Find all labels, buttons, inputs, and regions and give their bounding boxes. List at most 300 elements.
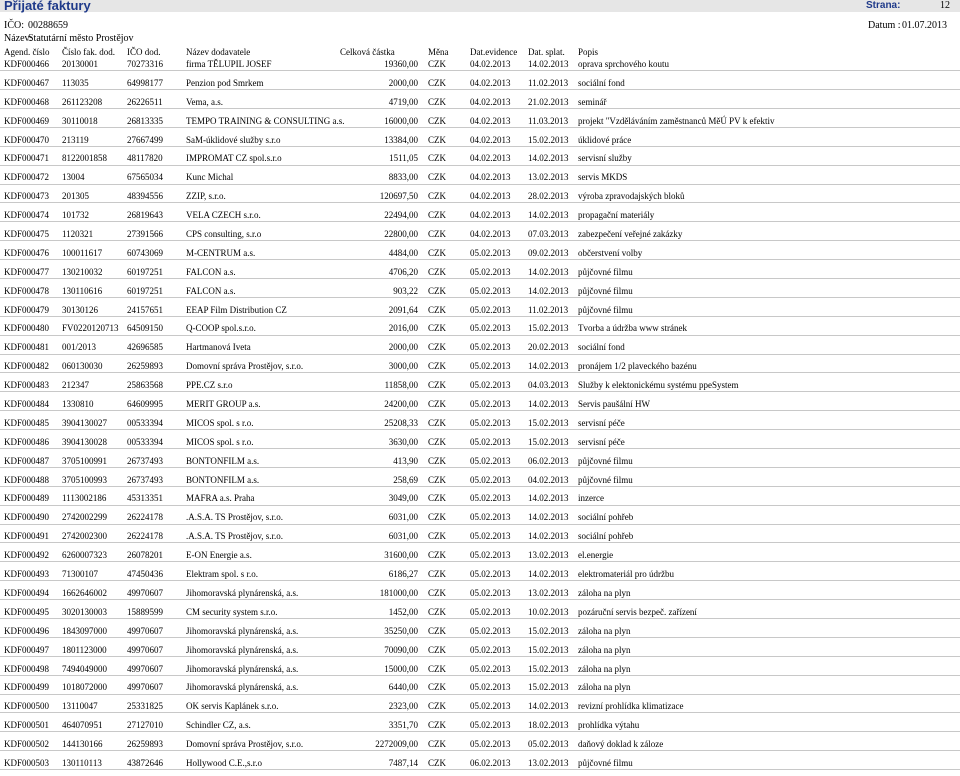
cell-total-amount: 3630,00 <box>388 436 418 447</box>
table-row <box>0 304 960 323</box>
cell-currency: CZK <box>428 569 446 580</box>
report-header-bar <box>0 0 960 12</box>
cell-date-recorded: 05.02.2013 <box>470 531 511 542</box>
table-row <box>0 115 960 134</box>
cell-description: prohlídka výtahu <box>578 720 640 731</box>
cell-due-date: 28.02.2013 <box>528 191 569 202</box>
cell-supplier-ico: 26819643 <box>127 210 163 221</box>
cell-agenda-number: KDF000476 <box>4 247 50 258</box>
cell-date-recorded: 04.02.2013 <box>470 96 511 107</box>
cell-date-recorded: 05.02.2013 <box>470 512 511 523</box>
cell-date-recorded: 04.02.2013 <box>470 77 511 88</box>
cell-date-recorded: 05.02.2013 <box>470 550 511 561</box>
cell-agenda-number: KDF000479 <box>4 304 50 315</box>
cell-invoice-number: 261123208 <box>62 96 103 107</box>
cell-due-date: 04.03.2013 <box>528 380 569 391</box>
cell-total-amount: 2323,00 <box>388 701 418 712</box>
cell-description: servisní péče <box>578 417 625 428</box>
cell-date-recorded: 05.02.2013 <box>470 380 511 391</box>
cell-currency: CZK <box>428 285 446 296</box>
cell-description: revizní prohlídka klimatizace <box>578 701 684 712</box>
cell-date-recorded: 04.02.2013 <box>470 210 511 221</box>
cell-due-date: 14.02.2013 <box>528 399 569 410</box>
cell-supplier-ico: 25863568 <box>127 380 163 391</box>
cell-due-date: 15.02.2013 <box>528 644 569 655</box>
cell-supplier-name: SaM-úklidové služby s.r.o <box>186 134 281 145</box>
table-row <box>0 285 960 304</box>
cell-invoice-number: 060130030 <box>62 361 103 372</box>
cell-supplier-name: PPE.CZ s.r.o <box>186 380 233 391</box>
cell-total-amount: 2000,00 <box>388 77 418 88</box>
cell-due-date: 06.02.2013 <box>528 455 569 466</box>
cell-currency: CZK <box>428 266 446 277</box>
cell-total-amount: 3000,00 <box>388 361 418 372</box>
cell-invoice-number: 130210032 <box>62 266 103 277</box>
cell-description: výroba zpravodajských bloků <box>578 191 685 202</box>
cell-agenda-number: KDF000490 <box>4 512 50 523</box>
cell-agenda-number: KDF000478 <box>4 285 50 296</box>
cell-currency: CZK <box>428 587 446 598</box>
cell-description: servisní péče <box>578 436 625 447</box>
cell-description: pozáruční servis bezpeč. zařízení <box>578 606 697 617</box>
cell-supplier-ico: 49970607 <box>127 625 163 636</box>
cell-agenda-number: KDF000487 <box>4 455 50 466</box>
cell-total-amount: 6031,00 <box>388 512 418 523</box>
cell-supplier-name: TEMPO TRAINING & CONSULTING a.s. <box>186 115 345 126</box>
table-row <box>0 152 960 171</box>
cell-supplier-ico: 64998177 <box>127 77 163 88</box>
cell-description: servis MKDS <box>578 172 628 183</box>
cell-due-date: 07.03.2013 <box>528 229 569 240</box>
cell-agenda-number: KDF000486 <box>4 436 50 447</box>
cell-due-date: 14.02.2013 <box>528 59 569 69</box>
cell-total-amount: 4706,20 <box>388 266 418 277</box>
cell-total-amount: 22494,00 <box>384 210 418 221</box>
table-row <box>0 738 960 757</box>
column-header-date-recorded: Dat.evidence <box>470 47 518 57</box>
invoice-table <box>0 58 960 776</box>
cell-agenda-number: KDF000492 <box>4 550 50 561</box>
cell-description: inzerce <box>578 493 604 504</box>
cell-supplier-name: Domovní správa Prostějov, s.r.o. <box>186 739 304 750</box>
cell-description: Tvorba a údržba www stránek <box>578 323 687 334</box>
cell-currency: CZK <box>428 323 446 334</box>
cell-supplier-name: Jihomoravská plynárenská, a.s. <box>186 663 299 674</box>
cell-date-recorded: 05.02.2013 <box>470 625 511 636</box>
cell-supplier-ico: 48117820 <box>127 153 163 164</box>
cell-supplier-ico: 27391566 <box>127 229 163 240</box>
cell-total-amount: 6440,00 <box>388 682 418 693</box>
cell-date-recorded: 04.02.2013 <box>470 115 511 126</box>
cell-currency: CZK <box>428 380 446 391</box>
cell-due-date: 14.02.2013 <box>528 266 569 277</box>
cell-total-amount: 120697,50 <box>379 191 418 202</box>
cell-due-date: 14.02.2013 <box>528 285 569 296</box>
cell-currency: CZK <box>428 399 446 410</box>
column-header-description: Popis <box>578 47 599 57</box>
cell-currency: CZK <box>428 134 446 145</box>
cell-supplier-ico: 25331825 <box>127 701 163 712</box>
cell-total-amount: 25208,33 <box>384 417 418 428</box>
cell-supplier-name: Jihomoravská plynárenská, a.s. <box>186 682 299 693</box>
cell-total-amount: 4719,00 <box>388 96 418 107</box>
cell-agenda-number: KDF000499 <box>4 682 50 693</box>
cell-date-recorded: 05.02.2013 <box>470 663 511 674</box>
cell-agenda-number: KDF000472 <box>4 172 50 183</box>
cell-supplier-ico: 45313351 <box>127 493 163 504</box>
cell-supplier-name: OK servis Kaplánek s.r.o. <box>186 701 279 712</box>
cell-supplier-ico: 00533394 <box>127 436 163 447</box>
table-row <box>0 644 960 663</box>
cell-due-date: 13.02.2013 <box>528 172 569 183</box>
cell-date-recorded: 04.02.2013 <box>470 59 511 69</box>
cell-currency: CZK <box>428 474 446 485</box>
cell-supplier-ico: 26078201 <box>127 550 163 561</box>
cell-total-amount: 35250,00 <box>384 625 418 636</box>
cell-agenda-number: KDF000482 <box>4 361 50 372</box>
cell-date-recorded: 05.02.2013 <box>470 361 511 372</box>
cell-currency: CZK <box>428 229 446 240</box>
cell-supplier-ico: 26737493 <box>127 455 163 466</box>
cell-agenda-number: KDF000470 <box>4 134 50 145</box>
table-row <box>0 625 960 644</box>
cell-agenda-number: KDF000467 <box>4 77 50 88</box>
cell-date-recorded: 05.02.2013 <box>470 474 511 485</box>
cell-date-recorded: 05.02.2013 <box>470 455 511 466</box>
cell-supplier-name: VELA CZECH s.r.o. <box>186 210 261 221</box>
cell-invoice-number: 101732 <box>62 210 89 221</box>
table-row <box>0 455 960 474</box>
cell-currency: CZK <box>428 153 446 164</box>
cell-supplier-ico: 26226511 <box>127 96 163 107</box>
column-header-invoice-number: Číslo fak. dod. <box>62 47 115 57</box>
cell-date-recorded: 05.02.2013 <box>470 587 511 598</box>
cell-invoice-number: 113035 <box>62 77 89 88</box>
cell-total-amount: 1452,00 <box>388 606 418 617</box>
cell-supplier-ico: 64509150 <box>127 323 163 334</box>
cell-due-date: 13.02.2013 <box>528 587 569 598</box>
cell-description: servisní služby <box>578 153 632 164</box>
cell-description: propagační materiály <box>578 210 655 221</box>
cell-total-amount: 7487,14 <box>388 757 418 768</box>
page-number: 12 <box>940 0 950 11</box>
cell-invoice-number: 2742002299 <box>62 512 107 523</box>
cell-agenda-number: KDF000473 <box>4 191 50 202</box>
cell-invoice-number: 30110018 <box>62 115 98 126</box>
cell-date-recorded: 04.02.2013 <box>470 191 511 202</box>
cell-total-amount: 16000,00 <box>384 115 418 126</box>
column-header-agenda: Agend. číslo <box>4 47 50 57</box>
table-row <box>0 134 960 153</box>
cell-supplier-name: Hollywood C.E.,s.r.o <box>186 757 263 768</box>
cell-invoice-number: 201305 <box>62 191 89 202</box>
cell-date-recorded: 05.02.2013 <box>470 569 511 580</box>
cell-invoice-number: 3904130028 <box>62 436 107 447</box>
table-row <box>0 700 960 719</box>
table-row <box>0 530 960 549</box>
cell-agenda-number: KDF000495 <box>4 606 50 617</box>
cell-agenda-number: KDF000481 <box>4 342 50 353</box>
cell-due-date: 15.02.2013 <box>528 323 569 334</box>
cell-supplier-ico: 00533394 <box>127 417 163 428</box>
report-title: Přijaté faktury <box>4 0 91 13</box>
table-row <box>0 209 960 228</box>
cell-total-amount: 903,22 <box>393 285 418 296</box>
cell-supplier-ico: 48394556 <box>127 191 163 202</box>
cell-currency: CZK <box>428 757 446 768</box>
cell-supplier-ico: 70273316 <box>127 59 163 69</box>
nazev-label: Název: <box>4 33 33 44</box>
cell-description: záloha na plyn <box>578 682 631 693</box>
cell-currency: CZK <box>428 550 446 561</box>
table-row <box>0 322 960 341</box>
cell-supplier-name: CPS consulting, s.r.o <box>186 229 262 240</box>
ico-value: 00288659 <box>28 20 68 31</box>
cell-description: záloha na plyn <box>578 587 631 598</box>
cell-supplier-ico: 27667499 <box>127 134 163 145</box>
table-row <box>0 341 960 360</box>
cell-currency: CZK <box>428 77 446 88</box>
cell-description: půjčovné filmu <box>578 474 633 485</box>
cell-invoice-number: 1330810 <box>62 399 94 410</box>
cell-supplier-name: Penzion pod Smrkem <box>186 77 264 88</box>
cell-currency: CZK <box>428 701 446 712</box>
cell-invoice-number: 3705100991 <box>62 455 107 466</box>
cell-currency: CZK <box>428 663 446 674</box>
cell-supplier-name: FALCON a.s. <box>186 266 236 277</box>
cell-due-date: 20.02.2013 <box>528 342 569 353</box>
cell-supplier-name: Domovní správa Prostějov, s.r.o. <box>186 361 304 372</box>
column-header-total-amount: Celková částka <box>340 47 395 57</box>
cell-invoice-number: 71300107 <box>62 569 98 580</box>
cell-invoice-number: 3904130027 <box>62 417 107 428</box>
cell-due-date: 05.02.2013 <box>528 739 569 750</box>
cell-total-amount: 8833,00 <box>388 172 418 183</box>
cell-supplier-ico: 43872646 <box>127 757 163 768</box>
cell-supplier-name: E-ON Energie a.s. <box>186 550 252 561</box>
cell-agenda-number: KDF000475 <box>4 229 50 240</box>
cell-currency: CZK <box>428 682 446 693</box>
cell-total-amount: 24200,00 <box>384 399 418 410</box>
cell-currency: CZK <box>428 493 446 504</box>
cell-date-recorded: 05.02.2013 <box>470 739 511 750</box>
cell-due-date: 15.02.2013 <box>528 417 569 428</box>
cell-agenda-number: KDF000489 <box>4 493 50 504</box>
cell-supplier-name: Jihomoravská plynárenská, a.s. <box>186 644 299 655</box>
cell-description: půjčovné filmu <box>578 304 633 315</box>
cell-date-recorded: 04.02.2013 <box>470 134 511 145</box>
cell-currency: CZK <box>428 191 446 202</box>
cell-due-date: 11.03.2013 <box>528 115 569 126</box>
cell-supplier-name: BONTONFILM a.s. <box>186 474 260 485</box>
table-row <box>0 436 960 455</box>
cell-currency: CZK <box>428 115 446 126</box>
cell-due-date: 15.02.2013 <box>528 682 569 693</box>
cell-date-recorded: 05.02.2013 <box>470 417 511 428</box>
column-header-due-date: Dat. splat. <box>528 47 565 57</box>
table-row <box>0 96 960 115</box>
cell-due-date: 14.02.2013 <box>528 531 569 542</box>
cell-currency: CZK <box>428 247 446 258</box>
table-row <box>0 606 960 625</box>
cell-supplier-name: FALCON a.s. <box>186 285 236 296</box>
cell-date-recorded: 04.02.2013 <box>470 153 511 164</box>
cell-currency: CZK <box>428 361 446 372</box>
table-row <box>0 379 960 398</box>
datum-value: 01.07.2013 <box>902 20 947 31</box>
cell-description: občerstvení volby <box>578 247 643 258</box>
cell-invoice-number: 212347 <box>62 380 89 391</box>
cell-description: záloha na plyn <box>578 663 631 674</box>
cell-due-date: 11.02.2013 <box>528 304 569 315</box>
cell-total-amount: 6186,27 <box>388 569 418 580</box>
cell-due-date: 10.02.2013 <box>528 606 569 617</box>
cell-supplier-name: MERIT GROUP a.s. <box>186 399 261 410</box>
table-row <box>0 663 960 682</box>
cell-currency: CZK <box>428 531 446 542</box>
cell-invoice-number: 20130001 <box>62 59 98 69</box>
cell-date-recorded: 06.02.2013 <box>470 757 511 768</box>
cell-total-amount: 2016,00 <box>388 323 418 334</box>
cell-invoice-number: 13004 <box>62 172 85 183</box>
cell-invoice-number: 1801123000 <box>62 644 107 655</box>
cell-supplier-name: BONTONFILM a.s. <box>186 455 260 466</box>
table-row <box>0 549 960 568</box>
cell-date-recorded: 04.02.2013 <box>470 172 511 183</box>
cell-agenda-number: KDF000480 <box>4 323 50 334</box>
cell-date-recorded: 05.02.2013 <box>470 399 511 410</box>
cell-date-recorded: 05.02.2013 <box>470 701 511 712</box>
cell-invoice-number: 1843097000 <box>62 625 107 636</box>
table-row <box>0 681 960 700</box>
table-row <box>0 247 960 266</box>
cell-supplier-name: Kunc Michal <box>186 172 234 183</box>
cell-agenda-number: KDF000484 <box>4 399 50 410</box>
cell-total-amount: 2000,00 <box>388 342 418 353</box>
cell-supplier-name: .A.S.A. TS Prostějov, s.r.o. <box>186 531 284 542</box>
nazev-value: Statutární město Prostějov <box>28 33 134 44</box>
cell-supplier-name: Elektram spol. s r.o. <box>186 569 258 580</box>
cell-supplier-name: IMPROMAT CZ spol.s.r.o <box>186 153 282 164</box>
cell-due-date: 14.02.2013 <box>528 153 569 164</box>
cell-supplier-ico: 26737493 <box>127 474 163 485</box>
cell-date-recorded: 05.02.2013 <box>470 682 511 693</box>
cell-date-recorded: 05.02.2013 <box>470 247 511 258</box>
cell-invoice-number: 1113002186 <box>62 493 107 504</box>
cell-agenda-number: KDF000498 <box>4 663 50 674</box>
cell-total-amount: 2091,64 <box>388 304 418 315</box>
cell-currency: CZK <box>428 172 446 183</box>
cell-currency: CZK <box>428 417 446 428</box>
cell-date-recorded: 05.02.2013 <box>470 436 511 447</box>
cell-total-amount: 6031,00 <box>388 531 418 542</box>
cell-invoice-number: 13110047 <box>62 701 98 712</box>
cell-due-date: 14.02.2013 <box>528 512 569 523</box>
table-row <box>0 587 960 606</box>
cell-total-amount: 2272009,00 <box>375 739 418 750</box>
cell-date-recorded: 05.02.2013 <box>470 304 511 315</box>
cell-invoice-number: 130110616 <box>62 285 103 296</box>
column-header-supplier-ico: IČO dod. <box>127 47 161 57</box>
cell-supplier-ico: 49970607 <box>127 682 163 693</box>
cell-supplier-name: Jihomoravská plynárenská, a.s. <box>186 625 299 636</box>
cell-supplier-name: CM security system s.r.o. <box>186 606 278 617</box>
cell-currency: CZK <box>428 59 446 69</box>
cell-supplier-ico: 60197251 <box>127 266 163 277</box>
cell-supplier-ico: 26259893 <box>127 739 163 750</box>
cell-invoice-number: 6260007323 <box>62 550 107 561</box>
cell-invoice-number: FV0220120713 <box>62 323 119 334</box>
cell-supplier-name: M-CENTRUM a.s. <box>186 247 256 258</box>
cell-supplier-name: Q-COOP spol.s.r.o. <box>186 323 256 334</box>
cell-supplier-name: firma TĚLUPIL JOSEF <box>186 59 272 69</box>
cell-supplier-name: MICOS spol. s r.o. <box>186 436 254 447</box>
cell-description: daňový doklad k záloze <box>578 739 664 750</box>
cell-agenda-number: KDF000491 <box>4 531 50 542</box>
cell-invoice-number: 213119 <box>62 134 89 145</box>
cell-description: Služby k elektonickému systému ppeSystem <box>578 380 739 391</box>
cell-invoice-number: 464070951 <box>62 720 103 731</box>
cell-total-amount: 70090,00 <box>384 644 418 655</box>
cell-supplier-ico: 26813335 <box>127 115 163 126</box>
cell-date-recorded: 05.02.2013 <box>470 493 511 504</box>
cell-description: záloha na plyn <box>578 644 631 655</box>
cell-description: půjčovné filmu <box>578 455 633 466</box>
cell-invoice-number: 3020130003 <box>62 606 107 617</box>
cell-date-recorded: 05.02.2013 <box>470 323 511 334</box>
cell-due-date: 11.02.2013 <box>528 77 569 88</box>
cell-invoice-number: 144130166 <box>62 739 103 750</box>
cell-description: zabezpečení veřejné zakázky <box>578 229 683 240</box>
cell-date-recorded: 05.02.2013 <box>470 266 511 277</box>
cell-currency: CZK <box>428 96 446 107</box>
cell-invoice-number: 8122001858 <box>62 153 107 164</box>
cell-description: záloha na plyn <box>578 625 631 636</box>
cell-agenda-number: KDF000502 <box>4 739 50 750</box>
table-row <box>0 417 960 436</box>
cell-supplier-ico: 49970607 <box>127 663 163 674</box>
cell-agenda-number: KDF000501 <box>4 720 50 731</box>
cell-supplier-name: ZZIP, s.r.o. <box>186 191 226 202</box>
cell-agenda-number: KDF000483 <box>4 380 50 391</box>
table-row <box>0 511 960 530</box>
cell-supplier-ico: 47450436 <box>127 569 163 580</box>
cell-total-amount: 13384,00 <box>384 134 418 145</box>
table-row <box>0 58 960 77</box>
cell-due-date: 15.02.2013 <box>528 625 569 636</box>
cell-currency: CZK <box>428 606 446 617</box>
cell-invoice-number: 1662646002 <box>62 587 107 598</box>
cell-agenda-number: KDF000474 <box>4 210 50 221</box>
cell-due-date: 18.02.2013 <box>528 720 569 731</box>
cell-due-date: 14.02.2013 <box>528 701 569 712</box>
cell-date-recorded: 05.02.2013 <box>470 285 511 296</box>
cell-invoice-number: 130110113 <box>62 757 102 768</box>
cell-due-date: 14.02.2013 <box>528 210 569 221</box>
cell-due-date: 04.02.2013 <box>528 474 569 485</box>
cell-total-amount: 31600,00 <box>384 550 418 561</box>
cell-supplier-ico: 26224178 <box>127 512 163 523</box>
cell-date-recorded: 05.02.2013 <box>470 606 511 617</box>
cell-due-date: 15.02.2013 <box>528 436 569 447</box>
cell-description: sociální fond <box>578 342 625 353</box>
table-row <box>0 190 960 209</box>
cell-currency: CZK <box>428 644 446 655</box>
cell-invoice-number: 3705100993 <box>62 474 107 485</box>
cell-supplier-ico: 27127010 <box>127 720 163 731</box>
cell-supplier-name: MICOS spol. s r.o. <box>186 417 254 428</box>
cell-description: sociální pohřeb <box>578 531 634 542</box>
